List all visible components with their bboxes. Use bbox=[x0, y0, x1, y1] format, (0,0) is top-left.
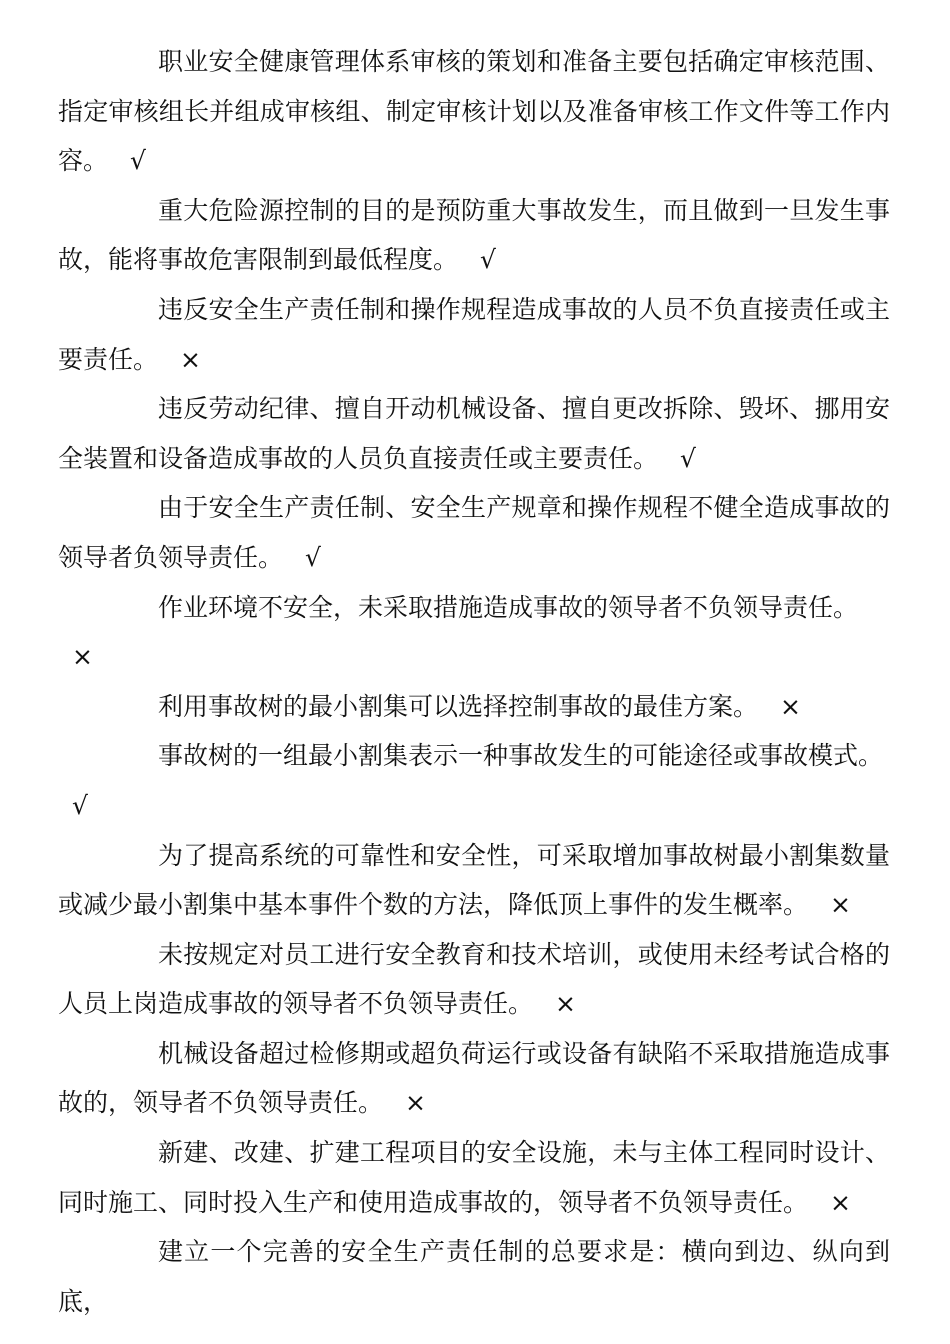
answer-mark: × bbox=[830, 1187, 851, 1217]
statement-item bbox=[58, 1128, 890, 1227]
statement-text: 事故树的一组最小割集表示一种事故发生的可能途径或事故模式。 bbox=[158, 741, 884, 771]
statement-text: 为了提高系统的可靠性和安全性，可采取增加事故树最小割集数量或减少最小割集中基本事件个数的方法，降低顶上事件的发生概率。 bbox=[58, 840, 890, 920]
statement-text: 未按规定对员工进行安全教育和技术培训，或使用未经考试合格的人员上岗造成事故的领导者不负领导责任。 bbox=[58, 939, 890, 1019]
statement-item bbox=[58, 583, 890, 682]
answer-mark: × bbox=[180, 344, 201, 374]
statement-item bbox=[58, 682, 890, 732]
answer-mark: √ bbox=[130, 146, 146, 176]
statement-text: 违反安全生产责任制和操作规程造成事故的人员不负直接责任或主要责任。 bbox=[58, 294, 890, 374]
answer-mark: × bbox=[780, 691, 801, 721]
statement-item bbox=[58, 186, 890, 285]
statement-item bbox=[58, 731, 890, 830]
answer-mark: × bbox=[555, 989, 576, 1019]
statement-text: 重大危险源控制的目的是预防重大事故发生，而且做到一旦发生事故，能将事故危害限制到最低程度。 bbox=[58, 195, 890, 275]
statement-text: 利用事故树的最小割集可以选择控制事故的最佳方案。 bbox=[158, 691, 759, 721]
statement-item bbox=[58, 930, 890, 1029]
answer-mark: √ bbox=[480, 245, 496, 275]
statement-text: 机械设备超过检修期或超负荷运行或设备有缺陷不采取措施造成事故的，领导者不负领导责任。 bbox=[58, 1038, 890, 1118]
statement-item bbox=[58, 285, 890, 384]
statement-item bbox=[58, 1029, 890, 1128]
statement-text: 违反劳动纪律、擅自开动机械设备、擅自更改拆除、毁坏、挪用安全装置和设备造成事故的人员负直接责任或主要责任。 bbox=[58, 394, 890, 473]
statement-item bbox=[58, 384, 890, 483]
answer-mark: × bbox=[405, 1088, 426, 1118]
answer-mark: √ bbox=[305, 542, 321, 572]
statement-text: 建立一个完善的安全生产责任制的总要求是：横向到边、纵向到底， bbox=[58, 1237, 890, 1316]
statement-item bbox=[58, 1227, 890, 1326]
statement-item bbox=[58, 831, 890, 930]
answer-mark: × bbox=[830, 890, 851, 920]
statement-item bbox=[58, 37, 890, 186]
statement-text: 职业安全健康管理体系审核的策划和准备主要包括确定审核范围、指定审核组长并组成审核组、制定审核计划以及准备审核工作文件等工作内容。 bbox=[58, 47, 890, 176]
answer-mark: √ bbox=[680, 443, 696, 473]
statement-item bbox=[58, 483, 890, 582]
document-page bbox=[58, 37, 890, 1326]
statement-text: 新建、改建、扩建工程项目的安全设施，未与主体工程同时设计、同时施工、同时投入生产和使用造成事故的，领导者不负领导责任。 bbox=[58, 1138, 890, 1217]
statement-text: 由于安全生产责任制、安全生产规章和操作规程不健全造成事故的领导者负领导责任。 bbox=[58, 493, 890, 572]
answer-mark: √ bbox=[72, 790, 88, 820]
statement-text: 作业环境不安全，未采取措施造成事故的领导者不负领导责任。 bbox=[158, 592, 859, 622]
answer-mark: × bbox=[72, 642, 93, 672]
